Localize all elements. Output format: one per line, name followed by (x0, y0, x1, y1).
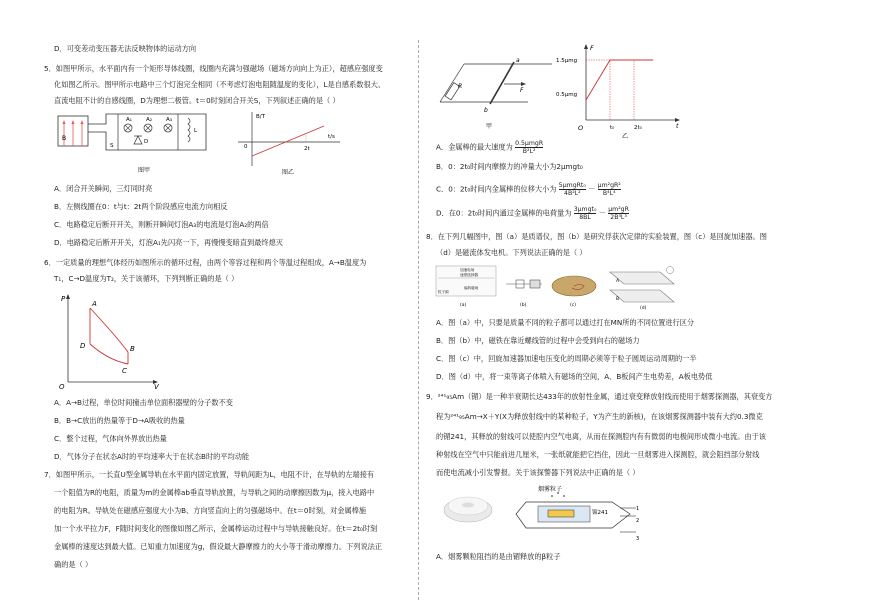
q7-option-c-num: 5μmgRt₀ (558, 182, 586, 189)
q7-option-d (436, 206, 629, 221)
q9-label-smoke: 烟雾粒子 (538, 486, 563, 493)
q7-option-a-frac (515, 140, 543, 155)
q7-figure-ft-graph (556, 40, 686, 140)
q5-graph-origin: 0 (244, 144, 248, 150)
q8-fig-d (610, 267, 674, 312)
q5-fig-a3: A₃ (166, 117, 172, 123)
q9-stem-2: 程为²⁴¹₉₅Am→X＋Y(X为释放射线中的某种粒子，Y为产生的新核)，在该烟雾探测器中装有大约0.3微克 (436, 412, 763, 421)
q7-label-r: R (458, 83, 463, 90)
q8-label-accel: 加速电场 (460, 268, 475, 272)
q7-stem-5: 金属棒的速度达到最大值。已知重力加速度为g，假设最大静摩擦力的大小等于滑动摩擦力。下列说法正 (54, 542, 383, 551)
q8-stem-2: （d）是磁流体发电机。下列说法正确的是（ ） (436, 248, 587, 257)
q9-stem-5: 而使电流减小引发警报。关于该探警器下列说法中正确的是（ ） (436, 468, 640, 477)
q8-label-source: 粒子源 (438, 290, 449, 294)
q6-label-d: D (80, 342, 86, 350)
q7-fig-a-caption: 甲 (486, 123, 493, 130)
q7-option-d-den: 8BL (579, 214, 591, 221)
q8-fig-a (436, 266, 496, 308)
q6-figure-pv (56, 292, 166, 390)
q7-label-b: b (484, 107, 488, 114)
q7-stem-4: 加一个水平拉力F，F随时间变化的图像如图乙所示，金属棒运动过程中与导轨接触良好。在t＝2t₀时刻 (54, 524, 378, 533)
q8-option-b: B．图（b）中，磁铁在靠近螺线管的过程中会受到向右的磁场力 (436, 336, 640, 345)
q8-label-plate-b: B (616, 297, 620, 302)
q5-fig-l: L (194, 128, 198, 134)
q6-stem-1: 6．一定质量的理想气体经历如图所示的循环过程，由两个等容过程和两个等温过程组成，A→B温度为 (44, 258, 367, 267)
q7-option-d-frac2 (608, 206, 629, 221)
q9-label-3: 3 (636, 536, 640, 542)
q6-axis-p: P (61, 295, 66, 303)
q8-fig-c (552, 276, 596, 308)
q6-option-d: D．气体分子在状态A时的平均速率大于在状态B时的平均动能 (54, 452, 250, 461)
q9-stem-3: 的镅241，其释放的射线可以使腔内空气电离，从而在探测腔内有有微弱的电极间形成微小电流。由于该 (436, 432, 766, 441)
q7-ft-series (586, 60, 653, 100)
q7-option-d-num: 3μmgt₀ (573, 206, 597, 213)
q5-fig-d: D (144, 139, 149, 145)
q8-option-a: A．图（a）中，只要是质量不同的粒子都可以通过打在MN所的不同位置进行区分 (436, 318, 695, 327)
q6-axis-v: V (154, 383, 159, 391)
column-divider (418, 40, 419, 600)
q8-caption-b: (b) (520, 303, 527, 308)
q7-label-a: a (516, 57, 520, 64)
q7-option-d-den2: 2B³L³ (610, 214, 627, 221)
q8-caption-c: (c) (570, 303, 576, 308)
q8-caption-a: (a) (460, 303, 467, 308)
q7-graph-x: t (676, 122, 679, 130)
q5-graph-ylabel: B/T (256, 114, 265, 120)
q4-option-d: D．可变差动变压器无法反映物体的运动方向 (54, 44, 197, 53)
q8-label-plate-a: A (616, 279, 620, 284)
right-column (426, 0, 826, 615)
q5-fig-a-caption: 图甲 (138, 167, 151, 174)
q7-option-a (436, 140, 543, 155)
q9-stem-1: 9．²⁴¹₉₅Am（镅）是一种半衰期长达433年的放射性金属，通过衰变释放射线而使用于烟雾探测器，其衰变方 (426, 392, 773, 401)
q7-option-c-lead: C．0：2t₀时间内金属棒的位移大小为 (436, 184, 557, 194)
q5-option-d: D．电路稳定后断开开关，灯泡A₁先闪亮一下，再慢慢变暗直到最终熄灭 (54, 238, 283, 247)
q6-option-a: A．A→B过程，单位时间撞击单位面积器壁的分子数不变 (54, 398, 233, 407)
q7-option-c-minus: － (588, 184, 596, 194)
q8-option-d: D．图（d）中，将一束等离子体喷入有磁场的空间，A、B板间产生电势差，A板电势低 (436, 372, 713, 381)
q7-option-d-lead: D．在0：2t₀时间内通过金属棒的电荷量为 (436, 208, 572, 218)
q6-option-c: C．整个过程，气体向外界放出热量 (54, 434, 167, 443)
q7-stem-1: 7．如图甲所示，一长直U型金属导轨在水平面内固定放置，导轨间距为L，电阻不计，在导轨的左端接有 (44, 470, 375, 479)
q9-option-a: A．烟雾颗粒阻挡的是由镅释放的β粒子 (436, 552, 561, 561)
q7-option-c (436, 182, 621, 197)
q7-option-d-frac1 (574, 206, 597, 221)
q5-option-a: A．闭合开关瞬间，三灯同时亮 (54, 184, 153, 193)
q7-stem-6: 确的是（ ） (54, 560, 93, 569)
q7-option-a-num: 0.5μmgR (515, 140, 544, 147)
q7-option-c-den: 4B²L² (564, 190, 581, 197)
q5-stem-2: 化如图乙所示。图甲所示电路中三个灯泡完全相同（不考虑灯泡电阻随温度的变化），L是自感系数很大、 (54, 80, 386, 89)
q5-figure-graph (234, 108, 344, 178)
q8-stem-1: 8．在下列几幅图中，图（a）是质谱仪，图（b）是研究俘获次定律的实验装置，图（c）是回旋加速器。图 (426, 232, 767, 241)
q9-label-1: 1 (636, 506, 640, 512)
q8-label-deflect: 偏转磁场 (464, 286, 479, 290)
q7-option-b: B．0：2t₀时间内摩擦力的冲量大小为2μmgt₀ (436, 162, 583, 171)
q7-figure-rails (434, 40, 554, 132)
q6-label-b: B (130, 345, 135, 353)
q9-detector-diagram (512, 482, 642, 546)
q5-fig-b-caption: 图乙 (282, 169, 295, 176)
q7-option-c-frac2 (598, 182, 621, 197)
q5-stem-3: 直流电阻不计的自感线圈，D为理想二极管。t＝0时刻闭合开关S，下列叙述正确的是（ ） (54, 96, 340, 105)
q5-option-b: B．左侧线圈在0：t与t：2t两个阶段感应电流方向相反 (54, 202, 228, 211)
q6-option-b: B．B→C放出的热量等于D→A吸收的热量 (54, 416, 185, 425)
q7-option-a-lead: A．金属棒的最大速度为 (436, 142, 513, 152)
q7-stem-3: 的电阻为R。导轨处在磁感应强度大小为B、方向竖直向上的匀强磁场中。在t＝0时刻，对金属棒施 (54, 506, 367, 515)
q5-fig-s: S (110, 143, 114, 149)
q5-fig-b-label: B (62, 135, 67, 142)
q7-label-f: F (520, 87, 524, 94)
q8-label-selector: 速度选择器 (460, 273, 478, 277)
q7-tick-y-high: 1.5μmg (556, 58, 578, 64)
q7-option-d-minus: － (598, 208, 606, 218)
q6-axis-o: O (59, 383, 65, 391)
q7-fig-b-caption: 乙 (622, 133, 629, 140)
q5-fig-a1: A₁ (126, 117, 132, 123)
q8-caption-d: (d) (640, 306, 647, 311)
q8-fig-b (506, 280, 542, 308)
q5-graph-t: 2t (304, 146, 310, 152)
q7-stem-2: 一个阻值为R的电阻，质量为m的金属棒ab垂直导轨放置，与导轨之间的动摩擦因数为μ，接入电路中 (54, 488, 375, 497)
q5-fig-a2: A₂ (146, 117, 152, 123)
q6-label-c: C (122, 367, 127, 375)
q7-tick-x-2t0: 2t₀ (634, 125, 642, 131)
smoke-detector-photo (440, 486, 496, 530)
q7-graph-y: F (590, 44, 594, 52)
q7-option-d-num2: μm²gR (608, 206, 629, 213)
q5-stem-1: 5．如图甲所示，水平面内有一个矩形导体线圈，线圈内充满匀强磁场（磁场方向向上为正），超感应强度变 (44, 64, 383, 73)
left-column (44, 0, 416, 615)
q7-option-c-num2: μm²gR² (597, 182, 621, 189)
q9-label-am: 镅241 (592, 510, 608, 516)
q5-graph-xlabel: t/s (328, 134, 335, 140)
q6-stem-2: T₁，C→D温度为T₂，关于该循环，下列判断正确的是（ ） (54, 274, 239, 283)
q7-option-c-frac1 (559, 182, 586, 197)
q9-label-2: 2 (636, 518, 640, 524)
q8-figures (434, 262, 694, 310)
q7-tick-x-t0: t₀ (610, 125, 615, 131)
q7-tick-y-low: 0.5μmg (556, 92, 578, 98)
q5-figure-circuit (56, 110, 216, 178)
q7-option-c-den2: B⁴L⁴ (602, 190, 616, 197)
q7-graph-o: O (578, 124, 584, 132)
q9-stem-4: 种射线在空气中只能前进几厘米，一张纸就能把它挡住，因此一旦烟雾进入探测腔，就会阻挡部分射线 (436, 450, 760, 459)
q6-label-a: A (92, 300, 97, 308)
q8-option-c: C．图（c）中，回旋加速器加速电压变化的周期必须等于粒子圆周运动周期的一半 (436, 354, 697, 363)
q7-option-a-den: B²L² (522, 148, 536, 155)
q5-option-c: C．电路稳定后断开开关，则断开瞬间灯泡A₃的电流是灯泡A₂的两倍 (54, 220, 269, 229)
